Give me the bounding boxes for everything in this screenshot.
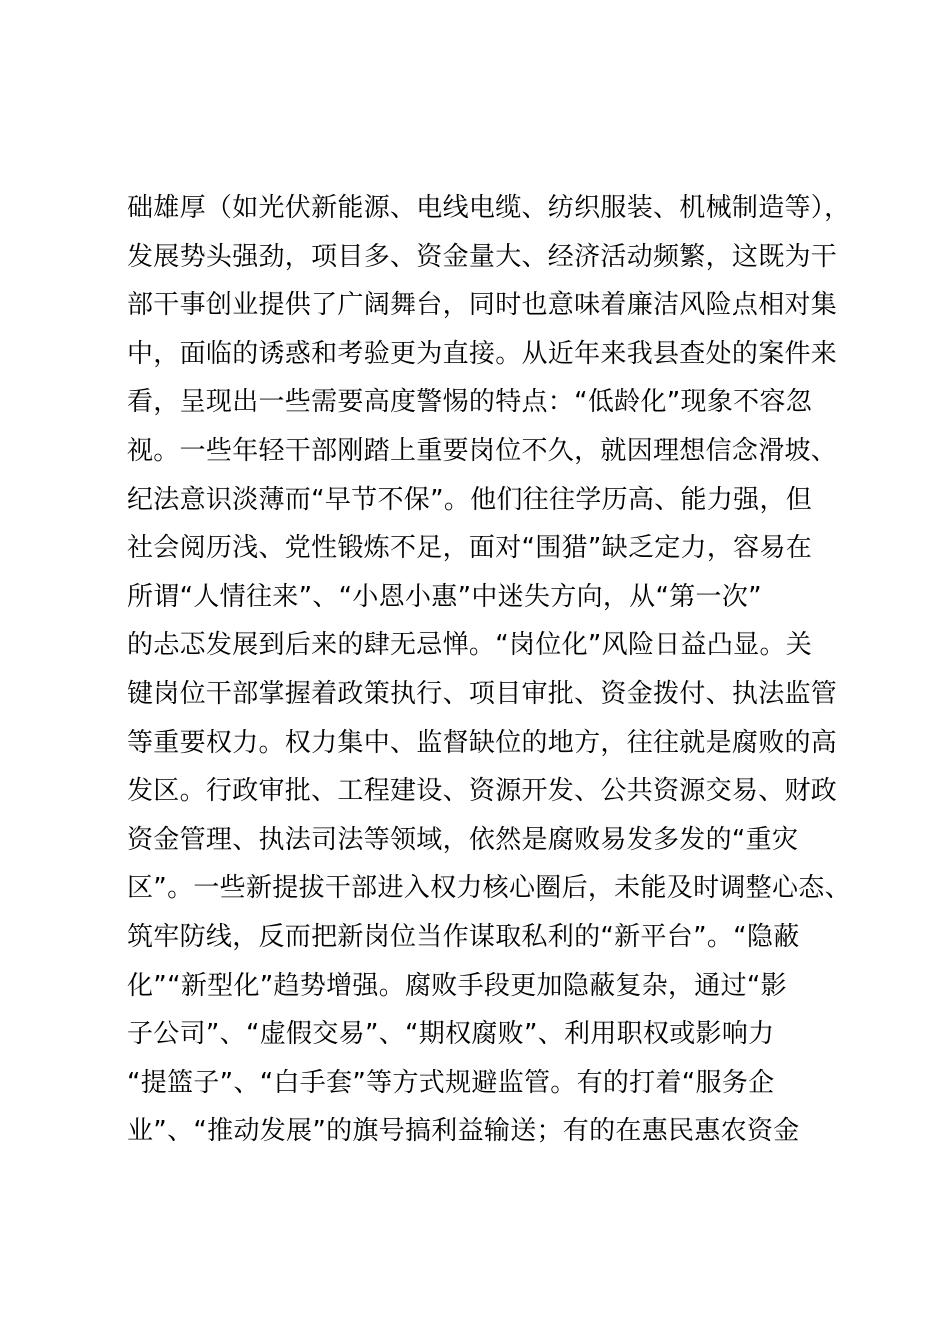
text-line: 纪法意识淡薄而“早节不保”。他们往往学历高、能力强，但 [127, 484, 813, 515]
text-line: 业”、“推动发展”的旗号搞利益输送；有的在惠民惠农资金 [127, 1116, 800, 1147]
text-line: 发区。行政审批、工程建设、资源开发、公共资源交易、财政 [127, 776, 838, 807]
text-line: 所谓“人情往来”、“小恩小惠”中迷失方向，从“第一次” [127, 581, 762, 612]
text-line: “提篮子”、“白手套”等方式规避监管。有的打着“服务企 [127, 1067, 775, 1098]
text-line: 子公司”、“虚假交易”、“期权腐败”、利用职权或影响力 [127, 1019, 775, 1050]
text-line: 资金管理、执法司法等领域，依然是腐败易发多发的“重灾 [127, 824, 799, 855]
text-line: 看，呈现出一些需要高度警惕的特点：“低龄化”现象不容忽 [127, 387, 813, 418]
text-line: 社会阅历浅、党性锻炼不足，面对“围猎”缺乏定力，容易在 [127, 533, 813, 564]
text-line: 的忐忑发展到后来的肆无忌惮。“岗位化”风险日益凸显。关 [127, 630, 813, 661]
text-line: 部干事创业提供了广阔舞台，同时也意味着廉洁风险点相对集 [127, 290, 838, 321]
text-line: 视。一些年轻干部刚踏上重要岗位不久，就因理想信念滑坡、 [127, 435, 838, 466]
text-line: 化”“新型化”趋势增强。腐败手段更加隐蔽复杂，通过“影 [127, 970, 787, 1001]
text-line: 等重要权力。权力集中、监督缺位的地方，往往就是腐败的高 [127, 727, 838, 758]
text-line: 中，面临的诱惑和考验更为直接。从近年来我县查处的案件来 [127, 338, 838, 369]
text-line: 筑牢防线，反而把新岗位当作谋取私利的“新平台”。“隐蔽 [127, 921, 800, 952]
text-line: 键岗位干部掌握着政策执行、项目审批、资金拨付、执法监管 [127, 678, 838, 709]
text-line: 础雄厚（如光伏新能源、电线电缆、纺织服装、机械制造等）， [127, 193, 851, 223]
text-line: 发展势头强劲，项目多、资金量大、经济活动频繁，这既为干 [127, 241, 838, 272]
body-text [127, 184, 851, 1156]
text-line: 区”。一些新提拔干部进入权力核心圈后，未能及时调整心态、 [127, 873, 851, 904]
